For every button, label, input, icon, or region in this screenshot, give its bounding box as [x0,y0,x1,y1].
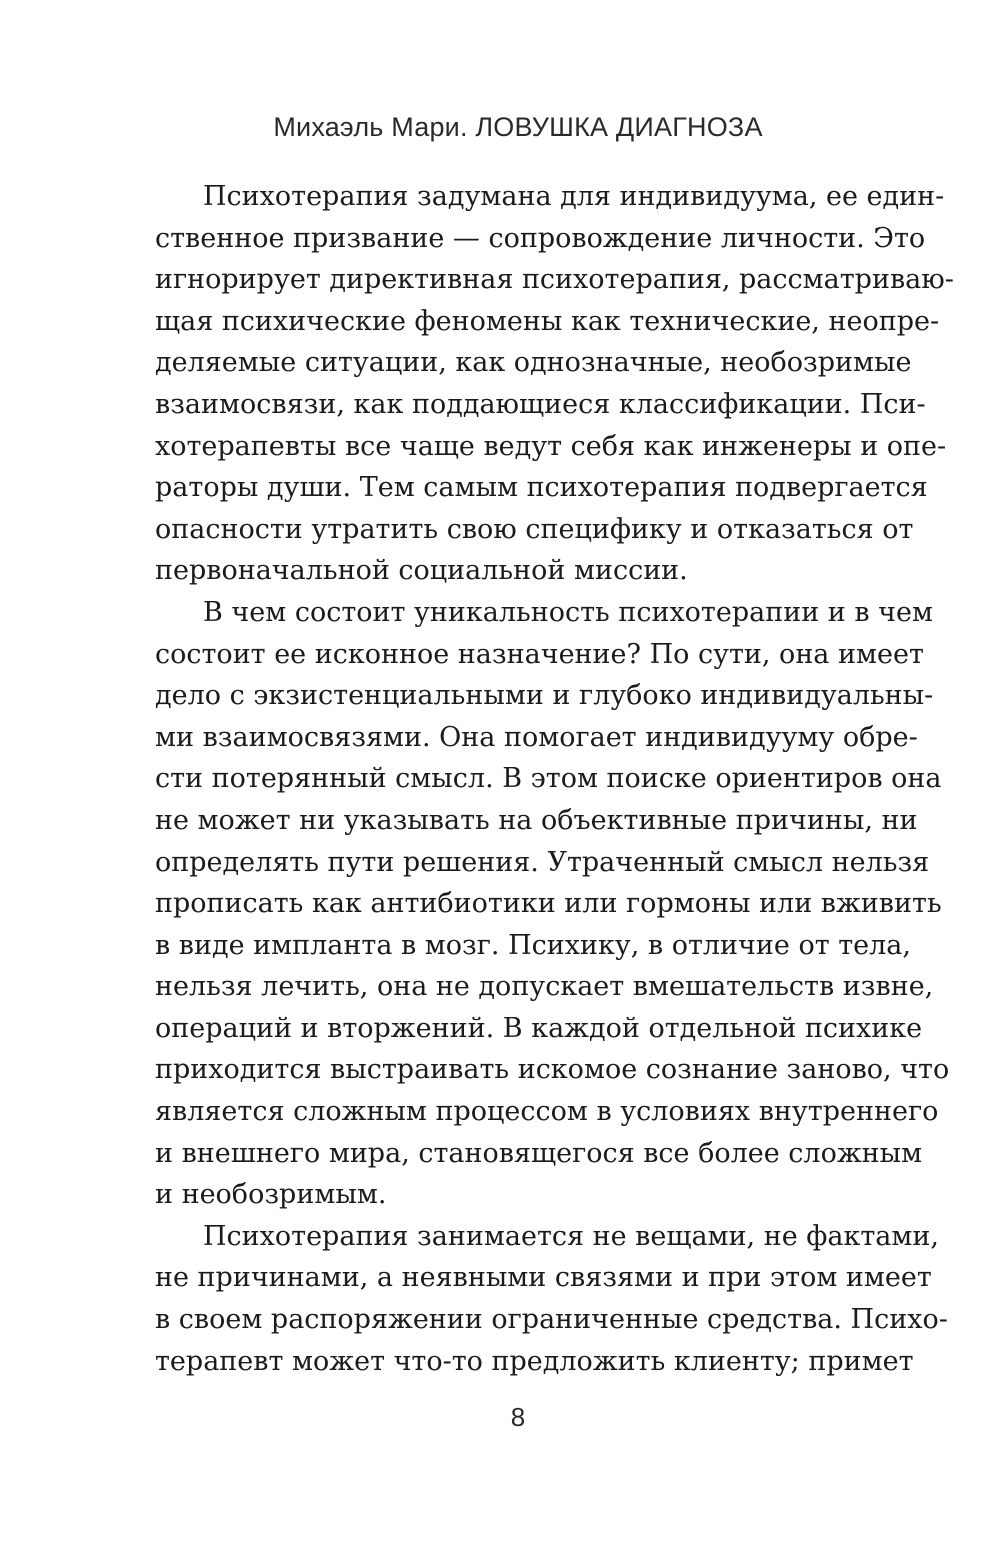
text-line: операций и вторжений. В каждой отдельной психике [155,1012,923,1044]
text-line: опасности утратить свою специфику и отказаться от [155,513,914,545]
text-line: игнорирует директивная психотерапия, рассматриваю- [155,264,954,296]
text-line: сти потерянный смысл. В этом поиске ориентиров она [155,763,942,795]
text-line: ми взаимосвязями. Она помогает индивидууму обре- [155,721,918,753]
text-line: первоначальной социальной миссии. [155,555,688,587]
body-text [155,176,954,1382]
text-line: состоит ее исконное назначение? По сути, она имеет [155,638,924,670]
text-line: определять пути решения. Утраченный смысл нельзя [155,846,930,878]
text-line: в виде импланта в мозг. Психику, в отличие от тела, [155,929,911,961]
text-line: взаимосвязи, как поддающиеся классификации. Пси- [155,388,926,420]
paragraph-3 [155,1216,948,1382]
text-line: ственное призвание — сопровождение личности. Это [155,222,926,254]
text-line: и внешнего мира, становящегося все более сложным [155,1137,923,1169]
text-line: щая психические феномены как технические, неопре- [155,305,940,337]
text-line: В чем состоит уникальность психотерапии и в чем [203,596,933,628]
text-line: приходится выстраивать искомое сознание заново, что [155,1054,950,1086]
paragraph-1 [155,176,954,592]
text-line: в своем распоряжении ограниченные средства. Психо- [155,1304,948,1336]
text-line: нельзя лечить, она не допускает вмешательств извне, [155,971,934,1003]
text-line: прописать как антибиотики или гормоны или вживить [155,888,942,920]
text-line: Психотерапия задумана для индивидуума, ее един- [203,181,945,212]
running-head: Михаэль Мари. ЛОВУШКА ДИАГНОЗА [273,112,763,142]
page-number: 8 [510,1402,526,1432]
text-line: деляемые ситуации, как однозначные, необозримые [155,347,912,379]
text-line: раторы души. Тем самым психотерапия подвергается [155,472,928,504]
text-line: терапевт может что-то предложить клиенту; примет [155,1345,914,1377]
text-line: дело с экзистенциальными и глубоко индивидуальны- [155,680,934,712]
text-line: не причинами, а неявными связями и при этом имеет [155,1262,932,1294]
paragraph-2 [155,592,950,1216]
text-line: является сложным процессом в условиях внутреннего [155,1096,939,1128]
text-line: хотерапевты все чаще ведут себя как инженеры и опе- [155,430,947,462]
text-line: не может ни указывать на объективные причины, ни [155,804,918,836]
text-line: Психотерапия занимается не вещами, не фактами, [203,1220,939,1252]
text-line: и необозримым. [155,1179,387,1211]
